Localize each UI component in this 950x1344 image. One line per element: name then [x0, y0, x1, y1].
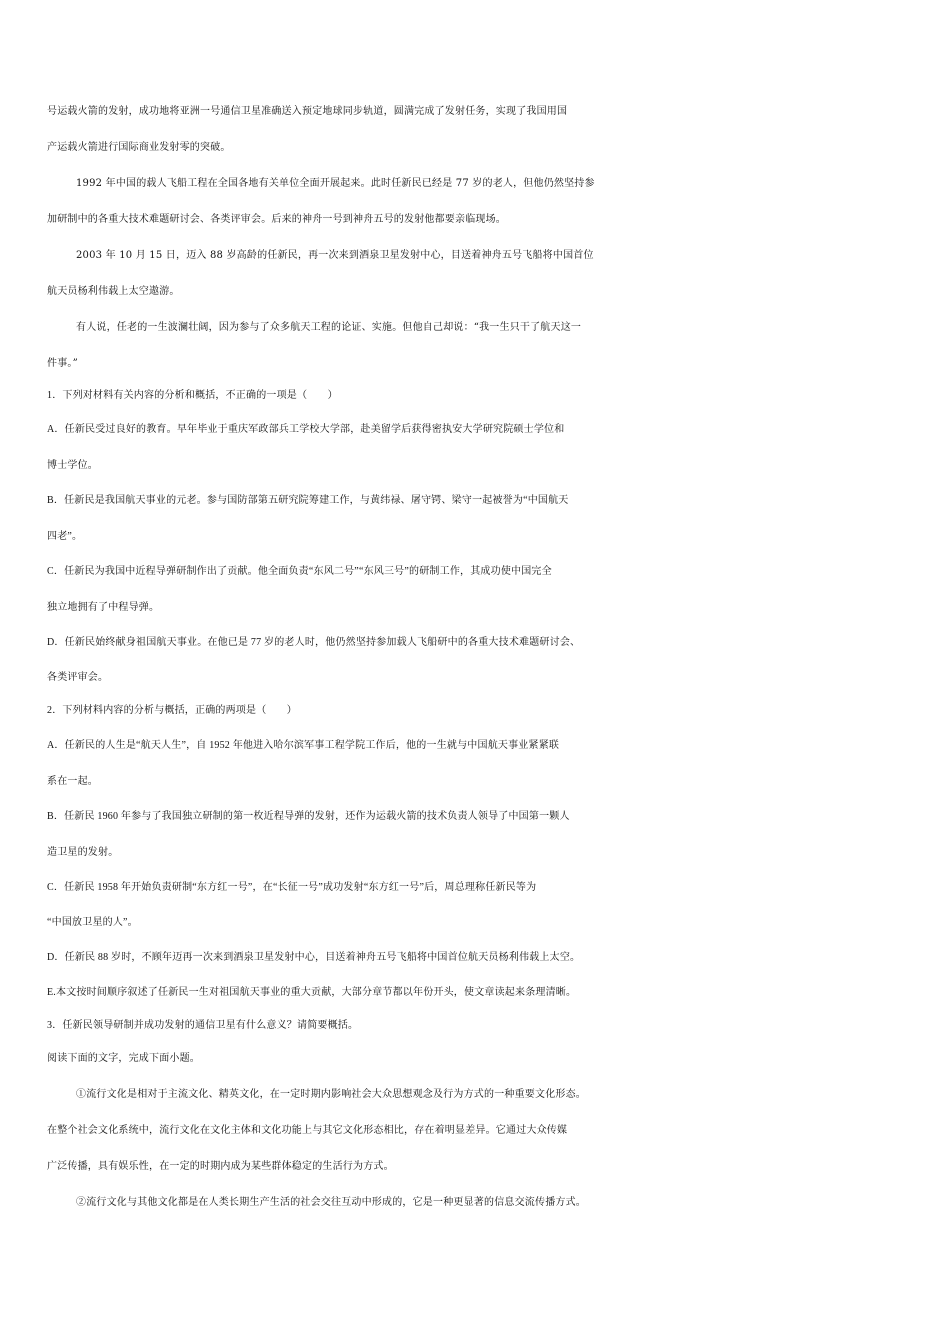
passage-line: 2003 年 10 月 15 日，迈入 88 岁高龄的任新民，再一次来到酒泉卫星发射中心，目送着神舟五号飞船将中国首位 — [76, 250, 594, 261]
passage-line: 产运载火箭进行国际商业发射零的突破。 — [47, 142, 231, 153]
option-1d-cont: 各类评审会。 — [47, 672, 109, 683]
option-1a-cont: 博士学位。 — [47, 460, 98, 471]
passage-line: 广泛传播，具有娱乐性，在一定的时期内成为某些群体稳定的生活行为方式。 — [47, 1161, 394, 1172]
option-1c-cont: 独立地拥有了中程导弹。 — [47, 602, 160, 613]
passage-line: 号运载火箭的发射，成功地将亚洲一号通信卫星准确送入预定地球同步轨道，圆满完成了发射任务，实现了我国用国 — [47, 106, 568, 117]
passage-line: 在整个社会文化系统中，流行文化在文化主体和文化功能上与其它文化形态相比，存在着明显差异。它通过大众传媒 — [47, 1125, 568, 1136]
option-2a: A．任新民的人生是“航天人生”，自 1952 年他进入哈尔滨军事工程学院工作后，他的一生就与中国航天事业紧紧联 — [47, 740, 560, 751]
passage-line: 件事。” — [47, 358, 78, 369]
option-1c: C．任新民为我国中近程导弹研制作出了贡献。他全面负责“东风二号”“东风三号”的研制工作，其成功使中国完全 — [47, 566, 552, 577]
option-2b-cont: 造卫星的发射。 — [47, 847, 119, 858]
passage-line: ①流行文化是相对于主流文化、精英文化，在一定时期内影响社会大众思想观念及行为方式的一种重要文化形态。 — [76, 1089, 586, 1100]
option-1b: B．任新民是我国航天事业的元老。参与国防部第五研究院筹建工作，与黄纬禄、屠守锷、梁守一起被誉为“中国航天 — [47, 495, 569, 506]
question-2-stem: 2．下列材料内容的分析与概括，正确的两项是（ ） — [47, 705, 297, 716]
option-2e: E.本文按时间顺序叙述了任新民一生对祖国航天事业的重大贡献，大部分章节都以年份开头，使文章读起来条理清晰。 — [47, 987, 577, 998]
passage-line: 1992 年中国的载人飞船工程在全国各地有关单位全面开展起来。此时任新民已经是 77 岁的老人，但他仍然坚持参 — [76, 178, 595, 189]
passage-line: ②流行文化与其他文化都是在人类长期生产生活的社会交往互动中形成的，它是一种更显著的信息交流传播方式。 — [76, 1197, 586, 1208]
question-1-stem: 1．下列对材料有关内容的分析和概括，不正确的一项是（ ） — [47, 390, 338, 401]
option-2b: B．任新民 1960 年参与了我国独立研制的第一枚近程导弹的发射，还作为运载火箭的技术负责人领导了中国第一颗人 — [47, 811, 570, 822]
option-2a-cont: 系在一起。 — [47, 776, 98, 787]
question-3-stem: 3．任新民领导研制并成功发射的通信卫星有什么意义？请简要概括。 — [47, 1020, 359, 1031]
passage-line: 航天员杨利伟载上太空遨游。 — [47, 286, 180, 297]
passage-line: 有人说，任老的一生波澜壮阔，因为参与了众多航天工程的论证、实施。但他自己却说：“我一生只干了航天这一 — [76, 322, 582, 333]
passage-line: 加研制中的各重大技术难题研讨会、各类评审会。后来的神舟一号到神舟五号的发射他都要亲临现场。 — [47, 214, 506, 225]
option-2c-cont: “中国放卫星的人”。 — [47, 917, 138, 928]
option-1d: D．任新民始终献身祖国航天事业。在他已是 77 岁的老人时，他仍然坚持参加载人飞船研中的各重大技术难题研讨会、 — [47, 637, 581, 648]
option-2d: D．任新民 88 岁时，不顾年迈再一次来到酒泉卫星发射中心，目送着神舟五号飞船将中国首位航天员杨利伟载上太空。 — [47, 952, 581, 963]
option-1a: A．任新民受过良好的教育。早年毕业于重庆军政部兵工学校大学部，赴美留学后获得密执安大学研究院硕士学位和 — [47, 424, 565, 435]
option-2c: C．任新民 1958 年开始负责研制“东方红一号”，在“长征一号”成功发射“东方红一号”后，周总理称任新民等为 — [47, 882, 537, 893]
reading-instruction: 阅读下面的文字，完成下面小题。 — [47, 1053, 200, 1064]
option-1b-cont: 四老”。 — [47, 531, 83, 542]
